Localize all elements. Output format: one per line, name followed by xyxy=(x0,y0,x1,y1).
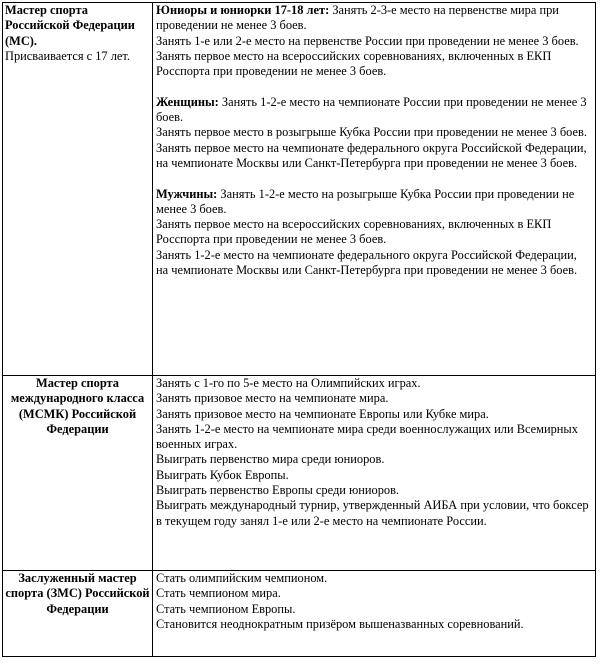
requirement-line: Стать олимпийским чемпионом. xyxy=(156,571,328,585)
requirement-line: Выиграть Кубок Европы. xyxy=(156,467,289,482)
requirement-line: Занять 1-2-е место на чемпионате мира среди военнослужащих или Всемирных военных играх. xyxy=(156,421,578,452)
group-heading-men: Мужчины: xyxy=(156,186,218,201)
requirement-line: Стать чемпионом мира. xyxy=(156,586,281,601)
requirement-line: Становится неоднократным призёром вышеназванных соревнований. xyxy=(156,616,524,631)
spacer xyxy=(156,79,592,94)
requirement-line: Выиграть международный турнир, утвержденный АИБА при условии, что боксер в текущем году занял 1-е или 2-е место на чемпионате России. xyxy=(156,498,589,528)
requirement-line: Выиграть первенство Европы среди юниоров. xyxy=(156,483,400,498)
requirement-line: Женщины: Занять 1-2-е место на чемпионате России при проведении не менее 3 боев. xyxy=(156,94,587,125)
requirement-line: Занять первое место на всероссийских соревнованиях, включенных в ЕКП Росспорта при проведении не менее 3 боев. xyxy=(156,48,552,79)
rank-title-zms: Заслуженный мастер спорта (ЗМС) Российской Федерации xyxy=(5,571,150,616)
requirement-line: Занять призовое место на чемпионате Европы или Кубке мира. xyxy=(156,406,489,421)
requirement-line: Занять призовое место на чемпионате мира. xyxy=(156,391,389,406)
ranks-table xyxy=(2,2,596,657)
requirements-cell-msmk xyxy=(153,376,596,571)
requirement-line: Выиграть первенство мира среди юниоров. xyxy=(156,452,385,467)
requirement-line: Стать чемпионом Европы. xyxy=(156,601,296,616)
requirement-line: Мужчины: Занять 1-2-е место на розыгрыше Кубка России при проведении не менее 3 боев. xyxy=(156,186,575,216)
requirement-line: Занять с 1-го по 5-е место на Олимпийских играх. xyxy=(156,376,421,390)
rank-title-msmk: Мастер спорта международного класса (МСМК) Российской Федерации xyxy=(10,376,145,436)
rank-title-ms: Мастер спорта Российской Федерации (МС). xyxy=(5,3,135,48)
rank-cell-zms xyxy=(3,571,153,657)
rank-cell-msmk xyxy=(3,376,153,571)
requirements-cell-ms xyxy=(153,3,596,376)
requirements-cell-zms xyxy=(153,571,596,657)
requirement-line: Занять первое место в розыгрыше Кубка России при проведении не менее 3 боев. xyxy=(156,125,587,140)
rank-cell-ms xyxy=(3,3,153,376)
group-heading-women: Женщины: xyxy=(156,94,219,109)
rank-subtitle-ms: Присваивается с 17 лет. xyxy=(5,48,130,63)
spacer xyxy=(156,171,592,186)
table-row-ms xyxy=(3,3,596,376)
requirement-line: Занять первое место на чемпионате федерального округа Российской Федерации, на чемпионате Москвы или Санкт-Петербурга при проведении не менее 3 боев. xyxy=(156,140,587,170)
requirement-line: Занять первое место на всероссийских соревнованиях, включенных в ЕКП Росспорта при проведении не менее 3 боев. xyxy=(156,217,552,247)
table-row-zms xyxy=(3,571,596,657)
requirement-line: Занять 1-2-е место на чемпионате федерального округа Российской Федерации, на чемпионате Москвы или Санкт-Петербурга при проведении не менее 3 боев. xyxy=(156,247,578,278)
table-row-msmk xyxy=(3,376,596,571)
requirement-line: Юниоры и юниорки 17-18 лет: Занять 2-3-е место на первенстве мира при проведении не менее 3 боев. xyxy=(156,3,559,33)
requirement-line: Занять 1-е или 2-е место на первенстве России при проведении не менее 3 боев. xyxy=(156,33,579,48)
group-heading-juniors: Юниоры и юниорки 17-18 лет: xyxy=(156,3,330,17)
